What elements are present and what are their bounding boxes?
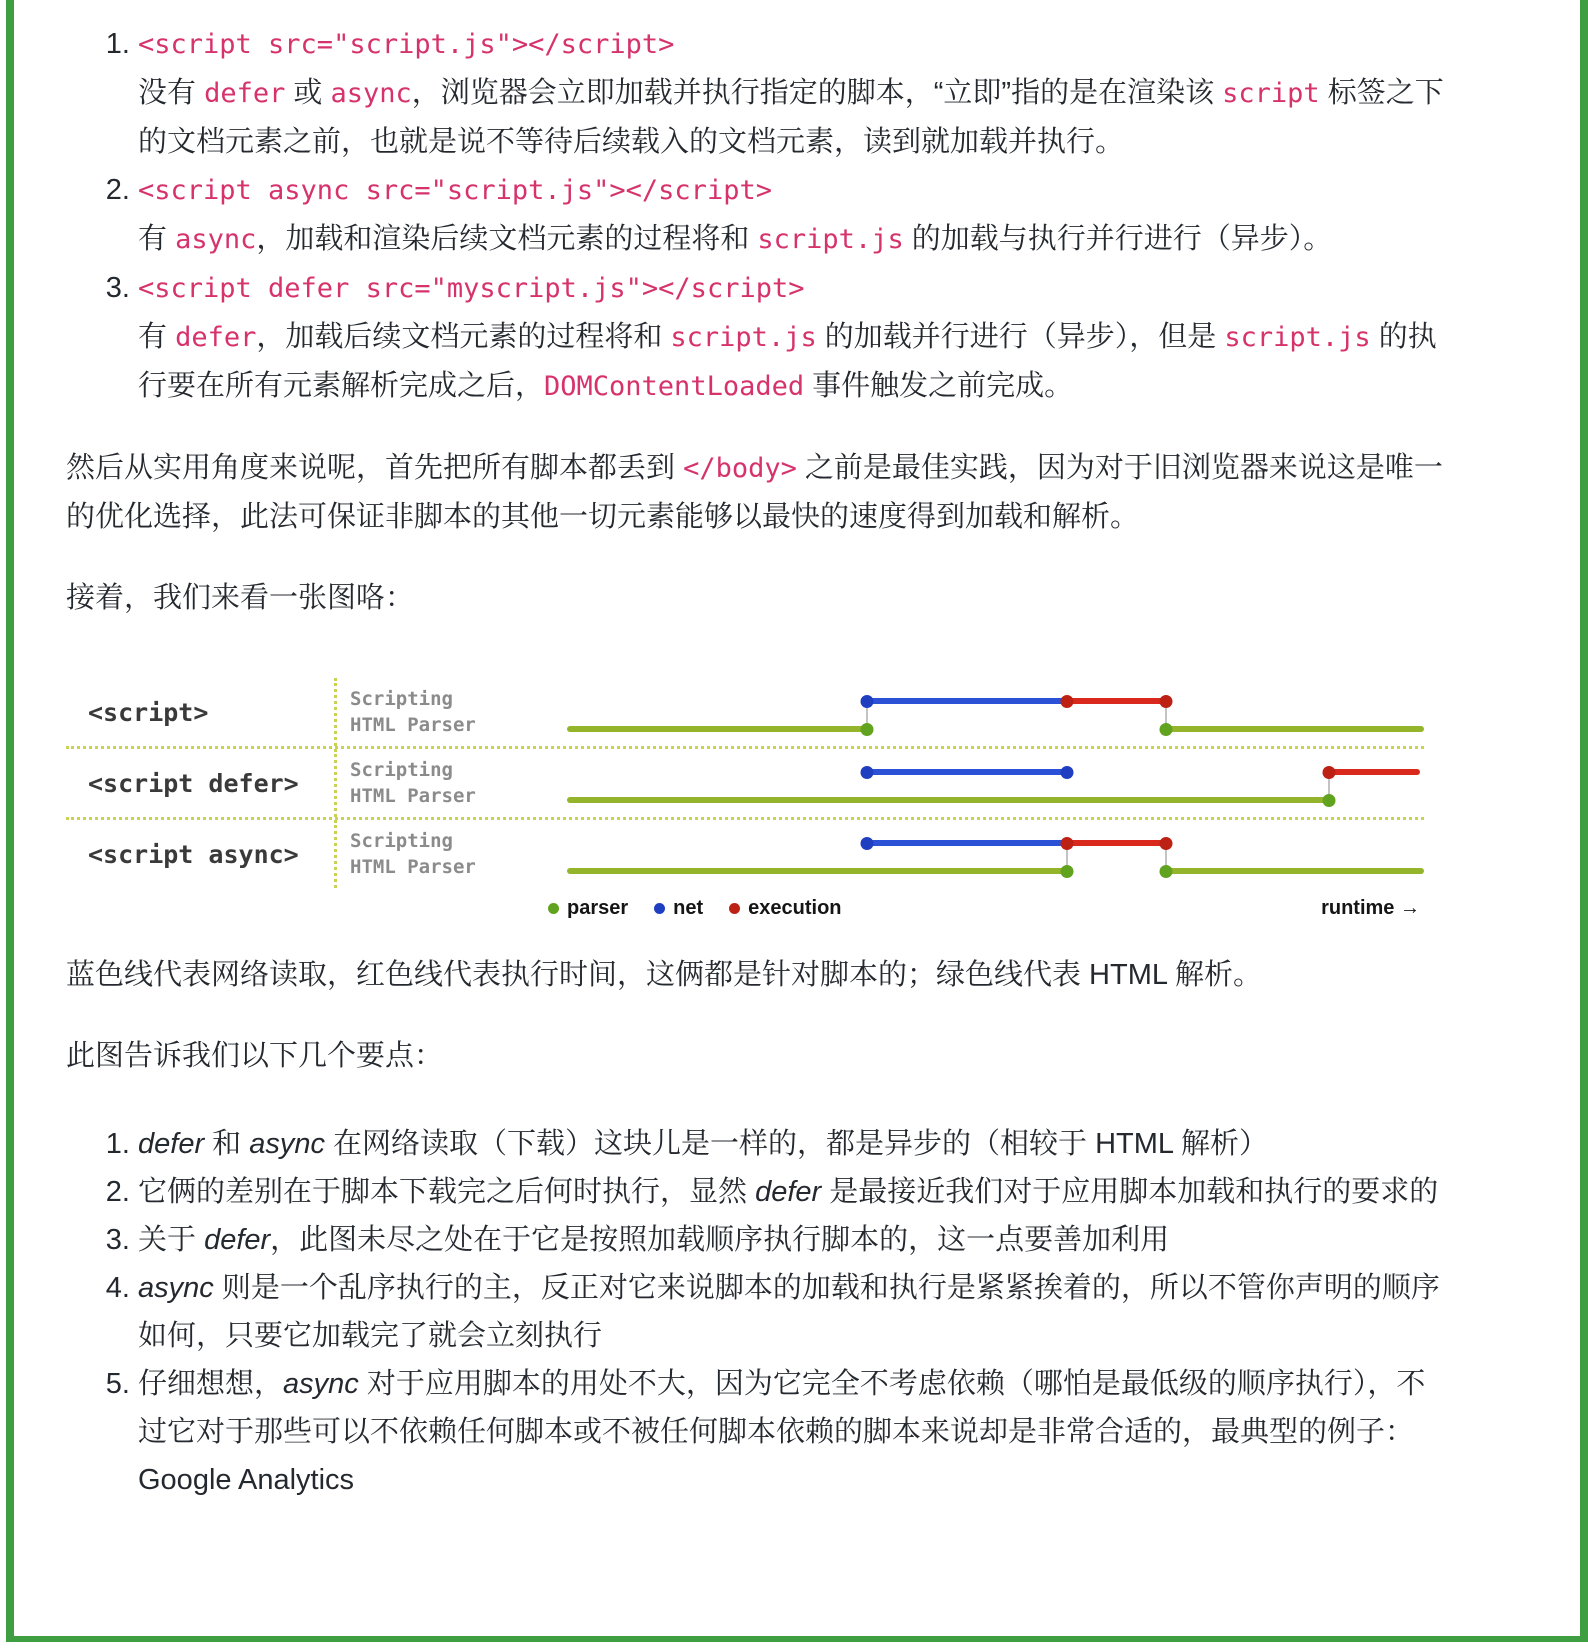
paragraph-practical-advice: 然后从实用角度来说呢，首先把所有脚本都丢到 </body> 之前是最佳实践，因为对于旧浏览器来说这是唯一的优化选择，此法可保证非脚本的其他一切元素能够以最快的速度得到加载和解析。 bbox=[66, 452, 1443, 533]
timeline-tracks bbox=[540, 749, 1424, 817]
code-snippet: 2. <script async src="script.js"></script> bbox=[138, 175, 772, 206]
dot-net bbox=[861, 766, 874, 779]
diagram-row-label: <script async> bbox=[88, 839, 299, 869]
timeline-tracks bbox=[540, 820, 1424, 888]
dot-execution bbox=[1060, 695, 1073, 708]
script-loading-timeline-diagram bbox=[66, 666, 1424, 918]
legend-label: parser bbox=[567, 897, 629, 919]
list-item bbox=[138, 20, 1454, 166]
script-tag-variants-list bbox=[66, 20, 1454, 411]
legend-dot-icon bbox=[548, 903, 559, 914]
inline-code: script bbox=[1222, 78, 1320, 109]
diagram-track-labels bbox=[334, 820, 540, 888]
paragraph-points-intro: 此图告诉我们以下几个要点： bbox=[66, 1040, 444, 1072]
dot-parser bbox=[1322, 794, 1335, 807]
diagram-row bbox=[66, 678, 1424, 746]
dot-parser bbox=[1159, 865, 1172, 878]
dot-execution bbox=[1322, 766, 1335, 779]
inline-code: defer bbox=[175, 322, 257, 353]
dot-parser bbox=[1159, 723, 1172, 736]
dot-parser bbox=[1060, 865, 1073, 878]
diagram-row bbox=[66, 817, 1424, 888]
inline-code: defer bbox=[204, 78, 286, 109]
diagram-legend bbox=[66, 898, 1424, 918]
diagram-row-label: <script defer> bbox=[88, 768, 299, 798]
article-page bbox=[6, 0, 1588, 1642]
dot-net bbox=[1060, 766, 1073, 779]
segment-net bbox=[867, 698, 1067, 704]
emphasis-text: async bbox=[249, 1128, 325, 1160]
emphasis-text: defer bbox=[138, 1128, 205, 1160]
inline-code: script.js bbox=[1224, 322, 1371, 353]
inline-code: script.js bbox=[670, 322, 817, 353]
key-points-list bbox=[66, 1120, 1454, 1504]
segment-parser bbox=[567, 868, 1067, 874]
segment-execution bbox=[1067, 698, 1166, 704]
html-parser-track-label: HTML Parser bbox=[350, 855, 476, 878]
segment-parser bbox=[1166, 726, 1424, 732]
emphasis-text: defer bbox=[755, 1176, 822, 1208]
dot-execution bbox=[1060, 837, 1073, 850]
dot-net bbox=[861, 695, 874, 708]
diagram-track-labels bbox=[334, 749, 540, 817]
diagram-rows bbox=[66, 678, 1424, 888]
key-point-item: 4. async 则是一个乱序执行的主，反正对它来说脚本的加载和执行是紧紧挨着的，所以不管你声明的顺序如何，只要它加载完了就会立刻执行 bbox=[138, 1264, 1454, 1360]
inline-code: async bbox=[175, 224, 257, 255]
legend-items bbox=[548, 898, 842, 918]
inline-code: </body> bbox=[683, 453, 797, 484]
legend-label: execution bbox=[748, 897, 842, 919]
dot-execution bbox=[1159, 837, 1172, 850]
list-item-description: 有 defer，加载后续文档元素的过程将和 script.js 的加载并行进行（异步），但是 script.js 的执行要在所有元素解析完成之后，DOMContentLoaded 事件触发之前完成。 bbox=[138, 321, 1437, 402]
dot-net bbox=[861, 837, 874, 850]
segment-execution bbox=[1329, 769, 1420, 775]
key-point-item: 5. 仔细想想，async 对于应用脚本的用处不大，因为它完全不考虑依赖（哪怕是最低级的顺序执行），不过它对于那些可以不依赖任何脚本或不被任何脚本依赖的脚本来说却是非常合适的，最典型的例子：Google Analytics bbox=[138, 1360, 1454, 1504]
inline-code: DOMContentLoaded bbox=[544, 371, 805, 402]
list-item bbox=[138, 264, 1454, 411]
segment-parser bbox=[567, 797, 1329, 803]
code-snippet: 3. <script defer src="myscript.js"></script> bbox=[138, 273, 805, 304]
emphasis-text: async bbox=[283, 1368, 359, 1400]
html-parser-track-label: HTML Parser bbox=[350, 713, 476, 736]
dot-execution bbox=[1159, 695, 1172, 708]
key-point-item: 3. 关于 defer，此图未尽之处在于它是按照加载顺序执行脚本的，这一点要善加利用 bbox=[138, 1216, 1454, 1264]
legend-item bbox=[729, 898, 841, 918]
list-item-description: 没有 defer 或 async，浏览器会立即加载并执行指定的脚本，“立即”指的是在渲染该 script 标签之下的文档元素之前，也就是说不等待后续载入的文档元素，读到就加载并执行。 bbox=[138, 77, 1444, 158]
segment-parser bbox=[1166, 868, 1424, 874]
segment-parser bbox=[567, 726, 868, 732]
key-point-item: 2. 它俩的差别在于脚本下载完之后何时执行，显然 defer 是最接近我们对于应用脚本加载和执行的要求的 bbox=[138, 1168, 1454, 1216]
legend-item bbox=[654, 898, 703, 918]
segment-execution bbox=[1067, 840, 1166, 846]
runtime-axis-label: runtime → bbox=[1321, 897, 1420, 919]
diagram-row bbox=[66, 746, 1424, 817]
legend-dot-icon bbox=[729, 903, 740, 914]
paragraph-lets-look: 接着，我们来看一张图咯： bbox=[66, 582, 415, 614]
legend-label: net bbox=[673, 897, 704, 919]
scripting-track-label: Scripting bbox=[350, 687, 453, 710]
scripting-track-label: Scripting bbox=[350, 758, 453, 781]
legend-dot-icon bbox=[654, 903, 665, 914]
list-item bbox=[138, 166, 1454, 264]
segment-net bbox=[867, 840, 1067, 846]
html-parser-track-label: HTML Parser bbox=[350, 784, 476, 807]
paragraph-legend-explanation: 蓝色线代表网络读取，红色线代表执行时间，这俩都是针对脚本的；绿色线代表 HTML 解析。 bbox=[66, 959, 1262, 991]
scripting-track-label: Scripting bbox=[350, 829, 453, 852]
inline-code: async bbox=[330, 78, 412, 109]
code-snippet: 1. <script src="script.js"></script> bbox=[138, 29, 675, 60]
key-point-item: 1. defer 和 async 在网络读取（下载）这块儿是一样的，都是异步的（相较于 HTML 解析） bbox=[138, 1120, 1454, 1168]
segment-net bbox=[867, 769, 1067, 775]
timeline-tracks bbox=[540, 678, 1424, 746]
inline-code: script.js bbox=[757, 224, 904, 255]
diagram-track-labels bbox=[334, 678, 540, 746]
list-item-description: 有 async，加载和渲染后续文档元素的过程将和 script.js 的加载与执行并行进行（异步）。 bbox=[138, 223, 1333, 255]
dot-parser bbox=[861, 723, 874, 736]
diagram-row-label: <script> bbox=[88, 697, 209, 727]
legend-item bbox=[548, 898, 628, 918]
emphasis-text: defer bbox=[204, 1224, 271, 1256]
emphasis-text: async bbox=[138, 1272, 214, 1304]
